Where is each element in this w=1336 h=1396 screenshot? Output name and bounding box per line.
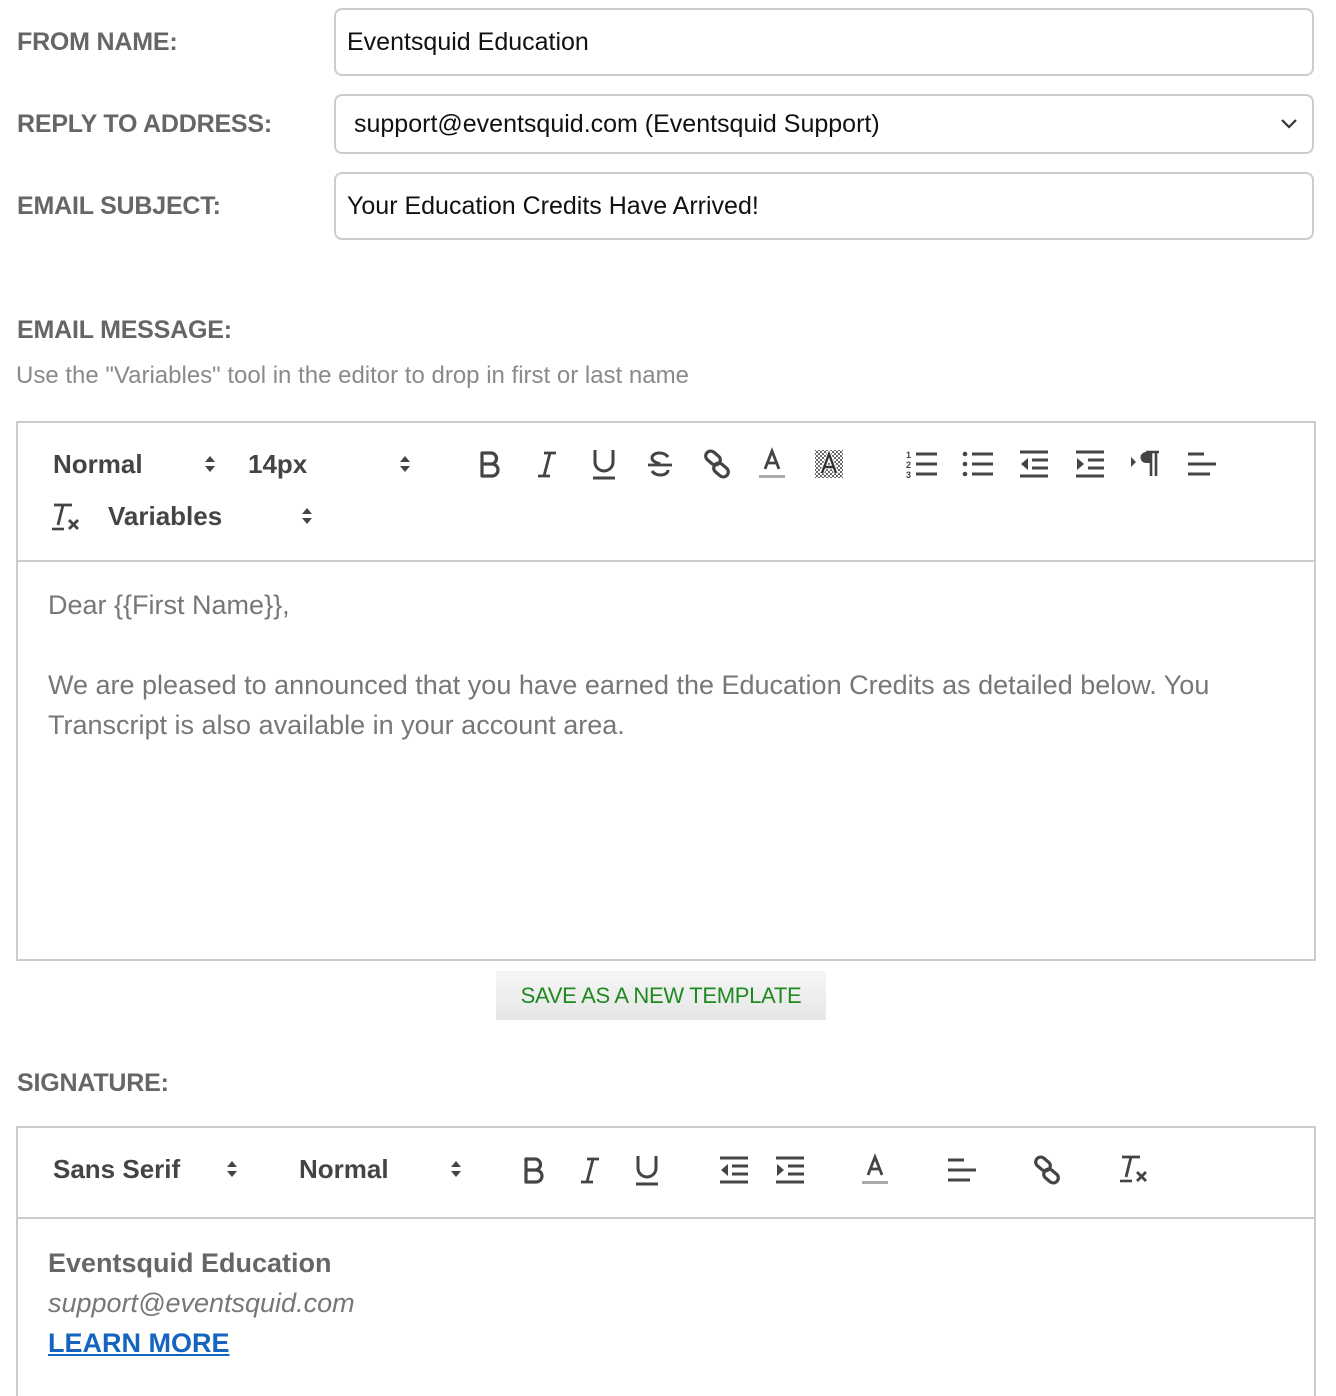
picker-arrows-icon — [300, 504, 314, 528]
from-name-label: FROM NAME: — [17, 28, 178, 56]
indent-icon[interactable] — [774, 1155, 806, 1185]
bullet-list-icon[interactable] — [962, 449, 994, 479]
svg-text:2: 2 — [906, 460, 912, 470]
picker-arrows-icon — [398, 452, 412, 476]
outdent-icon[interactable] — [718, 1155, 750, 1185]
picker-arrows-icon — [225, 1157, 239, 1181]
font-picker-label: Sans Serif — [53, 1153, 181, 1184]
signature-label: SIGNATURE: — [17, 1069, 169, 1097]
outdent-icon[interactable] — [1018, 449, 1050, 479]
email-message-label: EMAIL MESSAGE: — [17, 316, 232, 344]
from-name-input[interactable] — [334, 8, 1314, 76]
svg-text:3: 3 — [906, 470, 912, 479]
signature-editor[interactable] — [16, 1126, 1316, 1396]
text-color-icon[interactable] — [861, 1153, 889, 1187]
variables-picker[interactable] — [108, 499, 328, 533]
save-as-new-template-button[interactable]: SAVE AS A NEW TEMPLATE — [496, 971, 826, 1020]
link-icon[interactable] — [702, 448, 732, 480]
message-greeting: Dear {{First Name}}, — [48, 590, 290, 620]
variables-picker-label: Variables — [108, 500, 223, 531]
link-icon[interactable] — [1032, 1154, 1062, 1186]
header-picker[interactable] — [53, 447, 233, 481]
size-picker-label: Normal — [299, 1153, 389, 1184]
reply-to-value: support@eventsquid.com (Eventsquid Support) — [354, 109, 880, 138]
strikethrough-icon[interactable] — [646, 449, 674, 479]
message-body[interactable] — [18, 562, 1314, 745]
underline-icon[interactable] — [590, 447, 618, 481]
size-picker-label: 14px — [248, 448, 308, 479]
message-paragraph: We are pleased to announced that you have earned the Education Credits as detailed below. You Transcript is also available in your account area. — [48, 670, 1210, 740]
message-toolbar — [18, 423, 1314, 562]
clear-format-icon[interactable] — [50, 501, 82, 533]
bold-icon[interactable] — [521, 1155, 547, 1185]
clear-format-icon[interactable] — [1118, 1153, 1150, 1185]
italic-icon[interactable] — [535, 449, 559, 479]
reply-to-select[interactable] — [334, 94, 1314, 154]
align-icon[interactable] — [946, 1155, 978, 1185]
signature-toolbar — [18, 1128, 1314, 1219]
signature-name: Eventsquid Education — [48, 1248, 332, 1278]
align-icon[interactable] — [1186, 449, 1218, 479]
italic-icon[interactable] — [578, 1155, 602, 1185]
underline-icon[interactable] — [633, 1153, 661, 1187]
text-color-icon[interactable] — [758, 447, 786, 481]
font-picker[interactable] — [53, 1152, 253, 1186]
size-picker[interactable] — [299, 1152, 479, 1186]
email-subject-input[interactable] — [334, 172, 1314, 240]
ordered-list-icon[interactable] — [906, 449, 938, 479]
text-direction-icon[interactable] — [1130, 449, 1162, 479]
from-name-value: Eventsquid Education — [347, 27, 589, 56]
bold-icon[interactable] — [477, 449, 503, 479]
size-picker[interactable] — [248, 447, 428, 481]
header-picker-label: Normal — [53, 448, 143, 479]
svg-text:1: 1 — [906, 450, 912, 460]
picker-arrows-icon — [203, 452, 217, 476]
picker-arrows-icon — [449, 1157, 463, 1181]
signature-body[interactable] — [18, 1219, 1314, 1363]
reply-to-label: REPLY TO ADDRESS: — [17, 110, 272, 138]
chevron-down-icon — [1280, 118, 1298, 130]
background-color-icon[interactable] — [814, 449, 844, 479]
learn-more-link[interactable]: LEARN MORE — [48, 1328, 230, 1358]
email-subject-value: Your Education Credits Have Arrived! — [347, 191, 759, 220]
email-subject-label: EMAIL SUBJECT: — [17, 192, 221, 220]
email-message-help: Use the "Variables" tool in the editor to drop in first or last name — [16, 362, 689, 389]
message-editor[interactable] — [16, 421, 1316, 961]
signature-email: support@eventsquid.com — [48, 1288, 355, 1318]
indent-icon[interactable] — [1074, 449, 1106, 479]
